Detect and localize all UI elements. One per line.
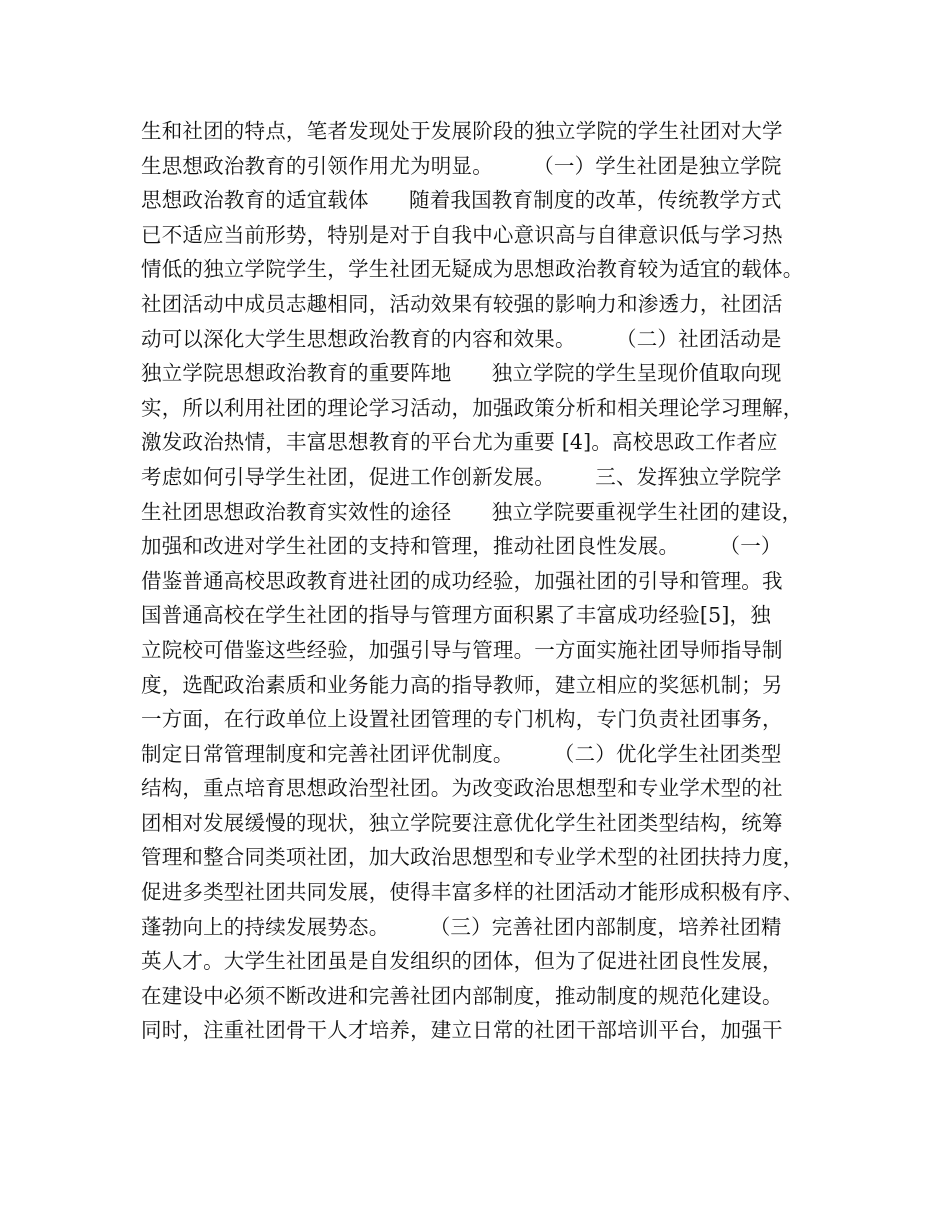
text-line-6: 社团活动中成员志趣相同，活动效果有较强的影响力和渗透力，社团活 [141, 291, 783, 316]
text-line-7: 动可以深化大学生思想政治教育的内容和效果。 （二）社团活动是 [141, 326, 782, 351]
text-line-3: 思想政治教育的适宜载体 随着我国教育制度的改革，传统教学方式 [141, 188, 782, 213]
text-line-24: 蓬勃向上的持续发展势态。 （三）完善社团内部制度，培养社团精 [141, 914, 782, 939]
text-line-9: 实，所以利用社团的理论学习活动，加强政策分析和相关理论学习理解， [141, 395, 804, 420]
text-line-25: 英人才。大学生社团虽是自发组织的团体，但为了促进社团良性发展， [141, 949, 783, 974]
text-line-14: 借鉴普通高校思政教育进社团的成功经验，加强社团的引导和管理。我 [141, 568, 783, 593]
text-line-5: 情低的独立学院学生，学生社团无疑成为思想政治教育较为适宜的载体。 [141, 257, 804, 282]
text-line-12: 生社团思想政治教育实效性的途径 独立学院要重视学生社团的建设， [141, 499, 803, 524]
text-line-11: 考虑如何引导学生社团，促进工作创新发展。 三、发挥独立学院学 [141, 464, 782, 489]
text-line-26: 在建设中必须不断改进和完善社团内部制度，推动制度的规范化建设。 [141, 983, 783, 1008]
text-line-27: 同时，注重社团骨干人才培养，建立日常的社团干部培训平台，加强干 [141, 1018, 783, 1043]
text-line-16: 立院校可借鉴这些经验，加强引导与管理。一方面实施社团导师指导制 [141, 637, 783, 662]
text-line-20: 结构，重点培育思想政治型社团。为改变政治思想型和专业学术型的社 [141, 776, 783, 801]
text-line-18: 一方面，在行政单位上设置社团管理的专门机构，专门负责社团事务， [141, 707, 783, 732]
body-text [141, 114, 831, 1048]
text-line-8: 独立学院思想政治教育的重要阵地 独立学院的学生呈现价值取向现 [141, 361, 782, 386]
text-line-22: 管理和整合同类项社团，加大政治思想型和专业学术型的社团扶持力度， [141, 845, 804, 870]
text-line-23: 促进多类型社团共同发展，使得丰富多样的社团活动才能形成积极有序、 [141, 880, 804, 905]
text-line-10: 激发政治热情，丰富思想教育的平台尤为重要 [4]。高校思政工作者应 [141, 430, 778, 455]
text-line-2: 生思想政治教育的引领作用尤为明显。 （一）学生社团是独立学院 [141, 153, 782, 178]
text-line-21: 团相对发展缓慢的现状，独立学院要注意优化学生社团类型结构，统筹 [141, 810, 783, 835]
text-line-1: 生和社团的特点，笔者发现处于发展阶段的独立学院的学生社团对大学 [141, 119, 783, 143]
text-line-4: 已不适应当前形势，特别是对于自我中心意识高与自律意识低与学习热 [141, 222, 783, 247]
text-line-17: 度，选配政治素质和业务能力高的指导教师，建立相应的奖惩机制；另 [141, 672, 783, 697]
text-line-13: 加强和改进对学生社团的支持和管理，推动社团良性发展。 （一） [141, 534, 782, 559]
text-line-15: 国普通高校在学生社团的指导与管理方面积累了丰富成功经验[5]，独 [141, 603, 771, 628]
text-line-19: 制定日常管理制度和完善社团评优制度。 （二）优化学生社团类型 [141, 741, 782, 766]
